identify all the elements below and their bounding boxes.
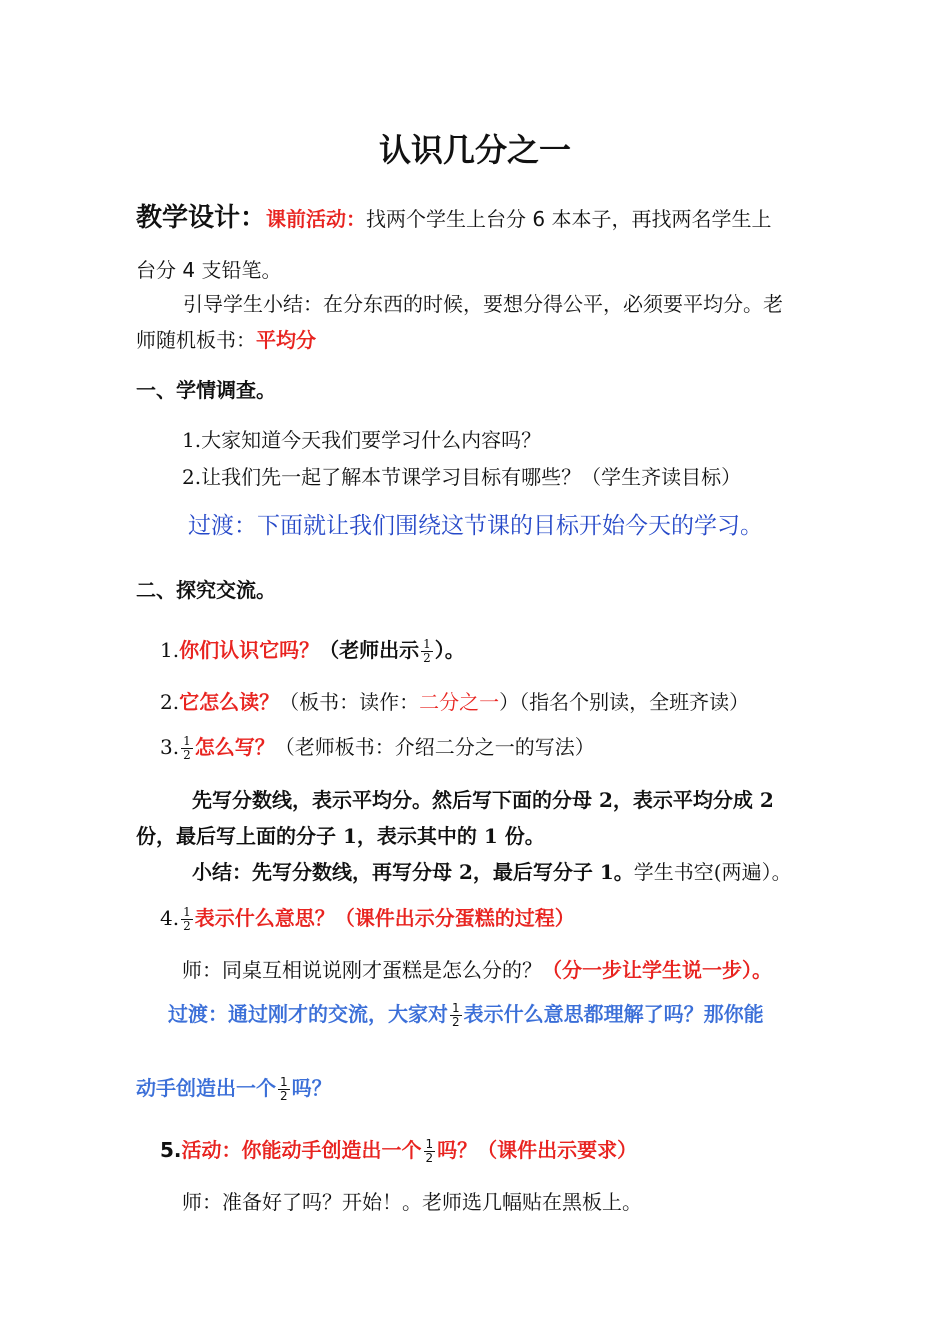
item-5-activity: 活动：你能动手创造出一个 xyxy=(181,1138,422,1162)
teacher-line-2: 师：准备好了吗？开始！。老师选几幅贴在黑板上。 xyxy=(182,1190,642,1214)
teacher-line-1 xyxy=(182,956,772,984)
fraction-half xyxy=(181,735,193,762)
summary-2 xyxy=(192,858,792,886)
summary-2-normal: 学生书空(两遍）。 xyxy=(633,860,792,884)
transition-3-start: 动手创造出一个 xyxy=(136,1076,276,1100)
pre-activity-label: 课前活动： xyxy=(266,207,367,231)
page-title: 认识几分之一 xyxy=(378,131,571,169)
summary-line-1: 引导学生小结：在分东西的时候，要想分得公平，必须要平均分。老 xyxy=(183,292,783,316)
item-1-number: 1. xyxy=(160,638,180,662)
summary-line-2 xyxy=(136,326,316,354)
teacher-line-1-red: （分一步让学生说一步）。 xyxy=(542,958,772,982)
teacher-line-1-text: 师：同桌互相说说刚才蛋糕是怎么分的？ xyxy=(182,958,542,982)
item-2-reading: 二分之一 xyxy=(419,690,500,714)
section-1-heading: 一、学情调查。 xyxy=(136,378,276,402)
fraction-numerator: 1 xyxy=(452,1001,460,1015)
fraction-numerator: 1 xyxy=(423,637,431,651)
board-word: 平均分 xyxy=(256,328,316,352)
fraction-half xyxy=(450,1002,462,1029)
item-2-end: ）（指名个别读，全班齐读） xyxy=(499,690,750,714)
item-1-end: ）。 xyxy=(434,638,465,662)
fraction-denominator: 2 xyxy=(280,1089,288,1103)
fraction-half xyxy=(278,1076,290,1103)
item-2 xyxy=(160,688,749,716)
item-1-question: 你们认识它吗？ xyxy=(179,638,320,662)
design-label: 教学设计： xyxy=(136,203,267,233)
write-line-1: 先写分数线，表示平均分。然后写下面的分母 2，表示平均分成 2 xyxy=(192,788,774,812)
item-2-board: （板书：读作： xyxy=(279,690,420,714)
item-1-note: （老师出示 xyxy=(319,638,420,662)
fraction-denominator: 2 xyxy=(423,651,431,665)
fraction-numerator: 1 xyxy=(183,905,191,919)
design-line-1 xyxy=(136,204,771,233)
item-4-question: 表示什么意思？（课件出示分蛋糕的过程） xyxy=(194,906,575,930)
fraction-denominator: 2 xyxy=(183,748,191,762)
item-5-number: 5. xyxy=(160,1138,182,1162)
fraction-numerator: 1 xyxy=(280,1075,288,1089)
fraction-denominator: 2 xyxy=(452,1015,460,1029)
fraction-numerator: 1 xyxy=(183,734,191,748)
section-2-heading: 二、探究交流。 xyxy=(136,578,276,602)
item-4 xyxy=(160,904,575,933)
write-line-2: 份，最后写上面的分子 1，表示其中的 1 份。 xyxy=(136,824,545,848)
question-1: 1.大家知道今天我们要学习什么内容吗？ xyxy=(182,428,542,452)
transition-2-end: 表示什么意思都理解了吗？那你能 xyxy=(463,1002,764,1026)
question-2: 2.让我们先一起了解本节课学习目标有哪些？（学生齐读目标） xyxy=(182,465,742,489)
item-3-note: （老师板书：介绍二分之一的写法） xyxy=(274,735,595,759)
summary-2-bold: 小结：先写分数线，再写分母 2，最后写分子 1。 xyxy=(192,860,634,884)
item-3-question: 怎么写？ xyxy=(194,735,275,759)
transition-2-start: 过渡：通过刚才的交流，大家对 xyxy=(168,1002,448,1026)
transition-3-end: 吗？ xyxy=(291,1076,332,1100)
summary-text: 师随机板书： xyxy=(136,328,256,352)
item-2-number: 2. xyxy=(160,690,180,714)
item-5-requirement: 吗？（课件出示要求） xyxy=(437,1138,638,1162)
fraction-denominator: 2 xyxy=(183,919,191,933)
transition-2 xyxy=(168,1000,764,1029)
item-3-number: 3. xyxy=(160,735,180,759)
fraction-denominator: 2 xyxy=(425,1151,434,1165)
transition-3 xyxy=(136,1074,332,1103)
fraction-half xyxy=(424,1138,436,1165)
item-5 xyxy=(160,1136,637,1165)
fraction-half xyxy=(181,906,193,933)
item-1 xyxy=(160,636,465,665)
item-3 xyxy=(160,733,595,762)
design-line-2: 台分 4 支铅笔。 xyxy=(136,258,282,282)
fraction-half xyxy=(421,638,433,665)
item-2-question: 它怎么读？ xyxy=(179,690,280,714)
transition-1: 过渡：下面就让我们围绕这节课的目标开始今天的学习。 xyxy=(188,513,763,539)
fraction-numerator: 1 xyxy=(425,1137,434,1151)
design-text-1: 找两个学生上台分 6 本本子，再找两名学生上 xyxy=(366,207,772,231)
item-4-number: 4. xyxy=(160,906,180,930)
